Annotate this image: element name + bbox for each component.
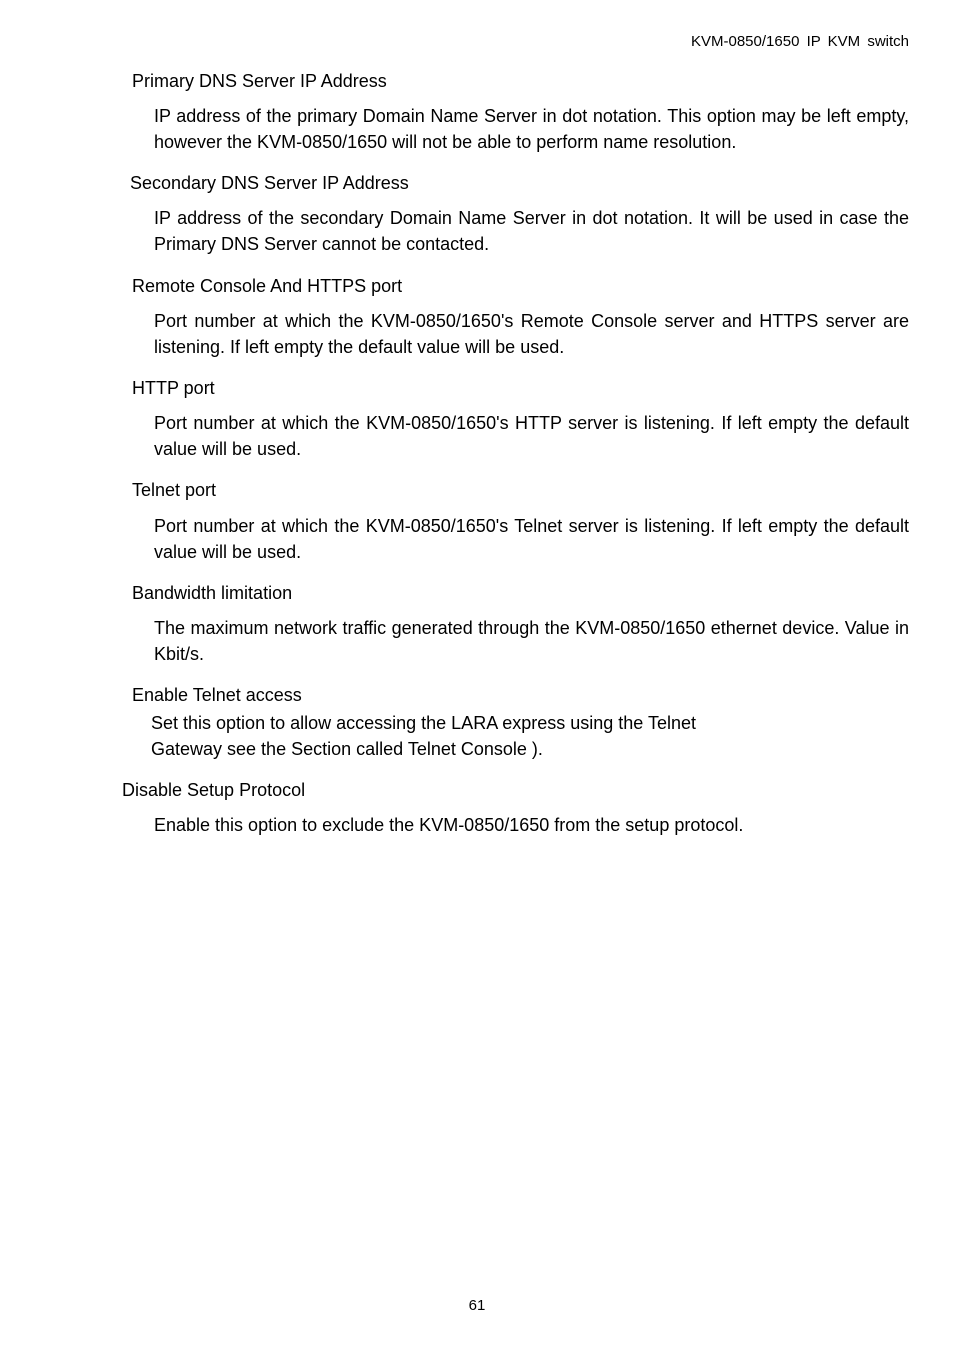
- entry-description-bandwidth-limitation: The maximum network traffic generated through the KVM-0850/1650 ethernet device. Value in Kbit/s.: [154, 618, 909, 664]
- entry-description-http-port: Port number at which the KVM-0850/1650's HTTP server is listening. If left empty the default value will be used.: [154, 413, 909, 459]
- entry-term-http-port: HTTP port: [132, 378, 215, 398]
- entry-term-bandwidth-limitation: Bandwidth limitation: [132, 583, 293, 603]
- running-header: KVM-0850/1650 IP KVM switch: [691, 33, 909, 50]
- entry-term-telnet-port: Telnet port: [132, 480, 217, 500]
- entry-description-remote-console-https-port: Port number at which the KVM-0850/1650's Remote Console server and HTTPS server are listening. If left empty the default value will be used.: [154, 311, 909, 357]
- entry-term-primary-dns: Primary DNS Server IP Address: [132, 71, 387, 91]
- entry-description-primary-dns: IP address of the primary Domain Name Server in dot notation. This option may be left empty, however the KVM-0850/1650 will not be able to perform name resolution.: [154, 106, 909, 152]
- entry-term-secondary-dns: Secondary DNS Server IP Address: [130, 173, 409, 193]
- entry-term-enable-telnet-access: Enable Telnet access: [132, 685, 302, 705]
- entry-description-secondary-dns: IP address of the secondary Domain Name Server in dot notation. It will be used in case the Primary DNS Server cannot be contacted.: [154, 208, 909, 254]
- entry-term-disable-setup-protocol: Disable Setup Protocol: [122, 780, 306, 800]
- entry-description-disable-setup-protocol: Enable this option to exclude the KVM-0850/1650 from the setup protocol.: [154, 815, 744, 835]
- entry-term-remote-console-https-port: Remote Console And HTTPS port: [132, 276, 403, 296]
- page-number: 61: [468, 1297, 486, 1314]
- entry-description-telnet-port: Port number at which the KVM-0850/1650's Telnet server is listening. If left empty the default value will be used.: [154, 516, 909, 562]
- entry-description-enable-telnet-access: Set this option to allow accessing the LARA express using the Telnet Gateway see the Section called Telnet Console ).: [151, 713, 696, 759]
